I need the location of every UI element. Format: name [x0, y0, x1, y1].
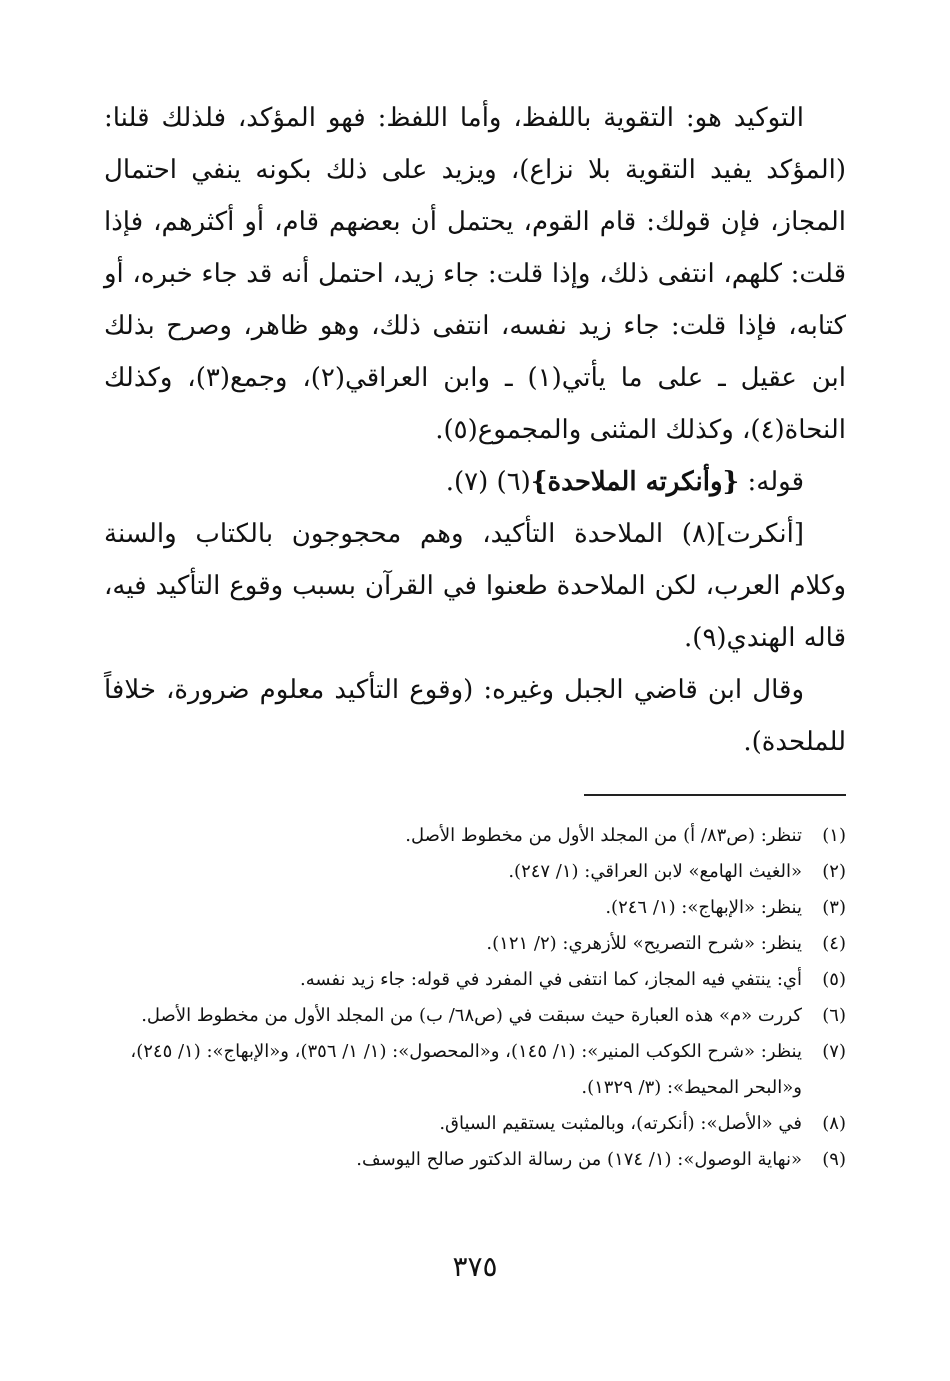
footnote-item	[104, 818, 846, 854]
footnote-text: ينظر: «شرح الكوكب المنير»: (١/ ١٤٥)، و«المحصول»: (١/ ١/ ٣٥٦)، و«الإبهاج»: (١/ ٢٤٥)، و«البحر المحيط»: (٣/ ١٣٢٩).	[130, 1041, 802, 1098]
paragraph-1: التوكيد هو: التقوية باللفظ، وأما اللفظ: فهو المؤكد، فلذلك قلنا: (المؤكد يفيد التقوية بلا نزاع)، ويزيد على ذلك بكونه ينفي احتمال المجاز، فإن قولك: قام القوم، يحتمل أن بعضهم قام، أو أكثرهم، فإذا قلت: كلهم، انتفى ذلك، وإذا قلت: جاء زيد، احتمل أنه قد جاء خبره، أو كتابه، فإذا قلت: جاء زيد نفسه، انتفى ذلك، وهو ظاهر، وصرح بذلك ابن عقيل ـ على ما يأتي(١) ـ وابن العراقي(٢)، وجمع(٣)، وكذلك النحاة(٤)، وكذلك المثنى والمجموع(٥).	[104, 103, 847, 445]
footnote-text: أي: ينتفي فيه المجاز، كما انتفى في المفرد في قوله: جاء زيد نفسه.	[299, 969, 802, 990]
footnote-number: (٦)	[822, 1005, 846, 1026]
footnote-text: ينظر: «شرح التصريح» للأزهري: (٢/ ١٢١).	[486, 933, 802, 954]
footnote-number: (٤)	[822, 933, 846, 954]
footnote-item	[104, 854, 846, 890]
footnote-divider	[584, 794, 846, 796]
paragraph-3: [أنكرت](٨) الملاحدة التأكيد، وهم محجوجون بالكتاب والسنة وكلام العرب، لكن الملاحدة طعنوا في القرآن بسبب وقوع التأكيد فيه، قاله الهندي(٩).	[104, 519, 846, 653]
footnote-item	[104, 1142, 846, 1178]
footnote-number: (٧)	[822, 1041, 846, 1062]
footnote-text: ينظر: «الإبهاج»: (١/ ٢٤٦).	[605, 897, 802, 918]
main-text	[104, 92, 846, 768]
footnote-item	[104, 890, 846, 926]
quote-lead: قوله:	[739, 467, 804, 497]
footnotes-list	[104, 818, 846, 1178]
footnote-item	[104, 1034, 846, 1106]
footnote-text: تنظر: (ص٨٣/ أ) من المجلد الأول من مخطوط الأصل.	[405, 825, 802, 846]
footnote-number: (٩)	[822, 1149, 846, 1170]
quote-footnote-refs: (٦) (٧).	[445, 467, 531, 497]
footnote-item	[104, 962, 846, 998]
footnote-number: (٣)	[822, 897, 846, 918]
footnote-number: (٨)	[822, 1113, 846, 1134]
page-number: ٣٧٥	[452, 1250, 498, 1283]
footnote-text: كررت «م» هذه العبارة حيث سبقت في (ص٦٨/ ب) من المجلد الأول من مخطوط الأصل.	[141, 1005, 802, 1026]
footnote-item	[104, 998, 846, 1034]
footnote-number: (١)	[822, 825, 846, 846]
quoted-matn: {وأنكرته الملاحدة}	[530, 467, 740, 497]
footnote-text: «الغيث الهامع» لابن العراقي: (١/ ٢٤٧).	[508, 861, 802, 882]
footnote-text: «نهاية الوصول»: (١/ ١٧٤) من رسالة الدكتور صالح اليوسف.	[356, 1149, 802, 1170]
footnote-text: في «الأصل»: (أنكرته)، وبالمثبت يستقيم السياق.	[439, 1113, 802, 1134]
footnote-number: (٢)	[822, 861, 846, 882]
paragraph-4: وقال ابن قاضي الجبل وغيره: (وقوع التأكيد معلوم ضرورة، خلافاً للملحدة).	[104, 675, 846, 757]
footnote-number: (٥)	[822, 969, 846, 990]
paragraph-2	[104, 456, 846, 508]
footnote-item	[104, 1106, 846, 1142]
footnote-item	[104, 926, 846, 962]
